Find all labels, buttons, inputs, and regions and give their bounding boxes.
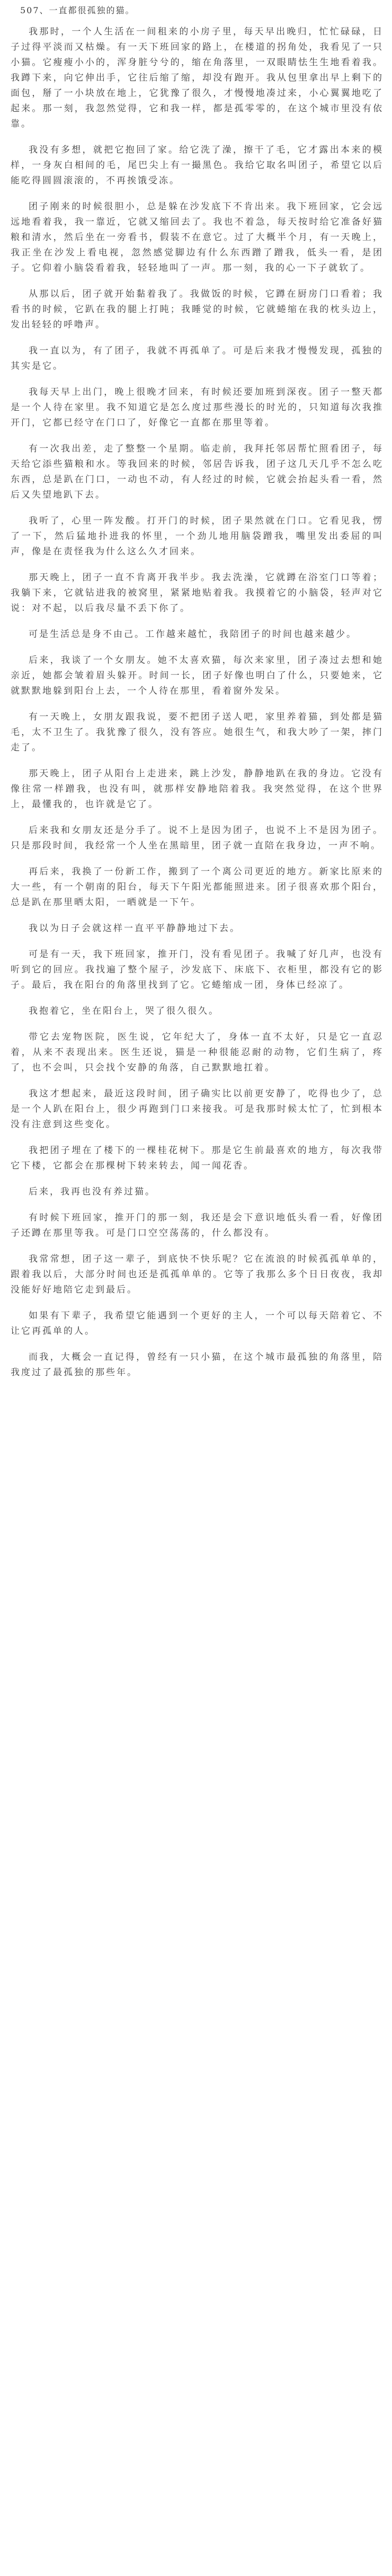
paragraph: 我常常想，团子这一辈子，到底快不快乐呢？它在流浪的时候孤孤单单的，跟着我以后，大部分时间也还是孤孤单单的。它等了我那么多个日日夜夜，我却没能好好地陪它走到最后。 bbox=[11, 1254, 384, 1295]
paragraph: 可是有一天，我下班回家，推开门，没有看见团子。我喊了好几声，也没有听到它的回应。我找遍了整个屋子，沙发底下、床底下、衣柜里，都没有它的影子。最后，我在阳台的角落里找到了它。它蜷缩成一团，身体已经凉了。 bbox=[11, 949, 384, 990]
paragraph: 带它去宠物医院，医生说，它年纪大了，身体一直不太好，只是它一直忍着，从来不表现出来。医生还说，猫是一种很能忍耐的动物，它们生病了，疼了，也不会叫，只会找个安静的角落，自己默默地扛着。 bbox=[11, 1032, 384, 1073]
article-body bbox=[11, 24, 384, 1380]
paragraph: 后来，我再也没有养过猫。 bbox=[29, 1187, 156, 1197]
paragraph: 而我，大概会一直记得，曾经有一只小猫，在这个城市最孤独的角落里，陪我度过了最孤独的那些年。 bbox=[11, 1352, 384, 1378]
paragraph: 后来我和女朋友还是分手了。说不上是因为团子，也说不上不是因为团子。只是那段时间，我经常一个人坐在黑暗里，团子就一直陪在我身边，一声不响。 bbox=[11, 825, 384, 851]
paragraph: 我抱着它，坐在阳台上，哭了很久很久。 bbox=[29, 1006, 219, 1016]
paragraph: 我以为日子会就这样一直平平静静地过下去。 bbox=[29, 923, 240, 934]
paragraph: 团子刚来的时候很胆小，总是躲在沙发底下不肯出来。我下班回家，它会远远地看着我，我一靠近，它就又缩回去了。我也不着急，每天按时给它准备好猫粮和清水，然后坐在一旁看书，假装不在意它。过了大概半个月，有一天晚上，我正坐在沙发上看电视，忽然感觉脚边有什么东西蹭了蹭我，低头一看，是团子。它仰着小脑袋看着我，轻轻地叫了一声。那一刻，我的心一下子就软了。 bbox=[11, 201, 384, 273]
paragraph: 有一天晚上，女朋友跟我说，要不把团子送人吧，家里养着猫，到处都是猫毛，太不卫生了。我犹豫了很久，没有答应。她很生气，和我大吵了一架，摔门走了。 bbox=[11, 712, 384, 753]
article-title: 507、一直都很孤独的猫。 bbox=[20, 5, 135, 15]
paragraph: 可是生活总是身不由己。工作越来越忙，我陪团子的时间也越来越少。 bbox=[29, 629, 357, 640]
paragraph: 我没有多想，就把它抱回了家。给它洗了澡，擦干了毛，它才露出本来的模样，一身灰白相间的毛，尾巴尖上有一撮黑色。我给它取名叫团子，希望它以后能吃得圆圆滚滚的，不再挨饿受冻。 bbox=[11, 145, 384, 186]
paragraph: 我一直以为，有了团子，我就不再孤单了。可是后来我才慢慢发现，孤独的其实是它。 bbox=[11, 346, 384, 371]
paragraph: 我每天早上出门，晚上很晚才回来，有时候还要加班到深夜。团子一整天都是一个人待在家里。我不知道它是怎么度过那些漫长的时光的，只知道每次我推开门，它都已经守在门口了，好像它一直都在那里等着。 bbox=[11, 387, 384, 428]
paragraph: 有一次我出差，走了整整一个星期。临走前，我拜托邻居帮忙照看团子，每天给它添些猫粮和水。等我回来的时候，邻居告诉我，团子这几天几乎不怎么吃东西，总是趴在门口，一动也不动，有人经过的时候，它就会抬起头看一看，然后又失望地趴下去。 bbox=[11, 444, 384, 500]
paragraph: 那天晚上，团子一直不肯离开我半步。我去洗澡，它就蹲在浴室门口等着；我躺下来，它就钻进我的被窝里，紧紧地贴着我。我摸着它的小脑袋，轻声对它说：对不起，以后我尽量不丢下你了。 bbox=[11, 572, 384, 614]
paragraph: 如果有下辈子，我希望它能遇到一个更好的主人，一个可以每天陪着它、不让它再孤单的人。 bbox=[11, 1311, 384, 1336]
paragraph: 从那以后，团子就开始黏着我了。我做饭的时候，它蹲在厨房门口看着；我看书的时候，它趴在我的腿上打盹；我睡觉的时候，它就蜷缩在我的枕头边上，发出轻轻的呼噜声。 bbox=[11, 289, 384, 330]
paragraph: 那天晚上，团子从阳台上走进来，跳上沙发，静静地趴在我的身边。它没有像往常一样蹭我，也没有叫，就那样安静地陪着我。我突然觉得，在这个世界上，最懂我的，也许就是它了。 bbox=[11, 768, 384, 810]
paragraph: 后来，我谈了一个女朋友。她不太喜欢猫，每次来家里，团子凑过去想和她亲近，她都会皱着眉头躲开。时间一长，团子好像也明白了什么，只要她来，它就默默地躲到阳台上去，一个人待在那里，看着窗外发呆。 bbox=[11, 655, 384, 696]
paragraph: 我那时，一个人生活在一间租来的小房子里，每天早出晚归，忙忙碌碌，日子过得平淡而又枯燥。有一天下班回家的路上，在楼道的拐角处，我看见了一只小猫。它瘦瘦小小的，浑身脏兮兮的，缩在角落里，一双眼睛怯生生地看着我。我蹲下来，向它伸出手，它往后缩了缩，却没有跑开。我从包里拿出早上剩下的面包，掰了一小块放在地上，它犹豫了很久，才慢慢地凑过来，小心翼翼地吃了起来。那一刻，我忽然觉得，它和我一样，都是孤零零的，在这个城市里没有依靠。 bbox=[11, 26, 384, 129]
paragraph: 我把团子埋在了楼下的一棵桂花树下。那是它生前最喜欢的地方，每次我带它下楼，它都会在那棵树下转来转去，闻一闻花香。 bbox=[11, 1145, 384, 1171]
paragraph: 有时候下班回家，推开门的那一刻，我还是会下意识地低头看一看，好像团子还蹲在那里等我。可是门口空空荡荡的，什么都没有。 bbox=[11, 1212, 384, 1238]
paragraph: 我这才想起来，最近这段时间，团子确实比以前更安静了，吃得也少了，总是一个人趴在阳台上，很少再跑到门口来接我。可是我那时候太忙了，忙到根本没有注意到这些变化。 bbox=[11, 1088, 384, 1130]
paragraph: 再后来，我换了一份新工作，搬到了一个离公司更近的地方。新家比原来的大一些，有一个朝南的阳台，每天下午阳光都能照进来。团子很喜欢那个阳台，总是趴在那里晒太阳，一晒就是一下午。 bbox=[11, 866, 384, 908]
paragraph: 我听了，心里一阵发酸。打开门的时候，团子果然就在门口。它看见我，愣了一下，然后猛地扑进我的怀里，一个劲儿地用脑袋蹭我，嘴里发出委屈的叫声，像是在责怪我为什么这么久才回来。 bbox=[11, 516, 384, 557]
